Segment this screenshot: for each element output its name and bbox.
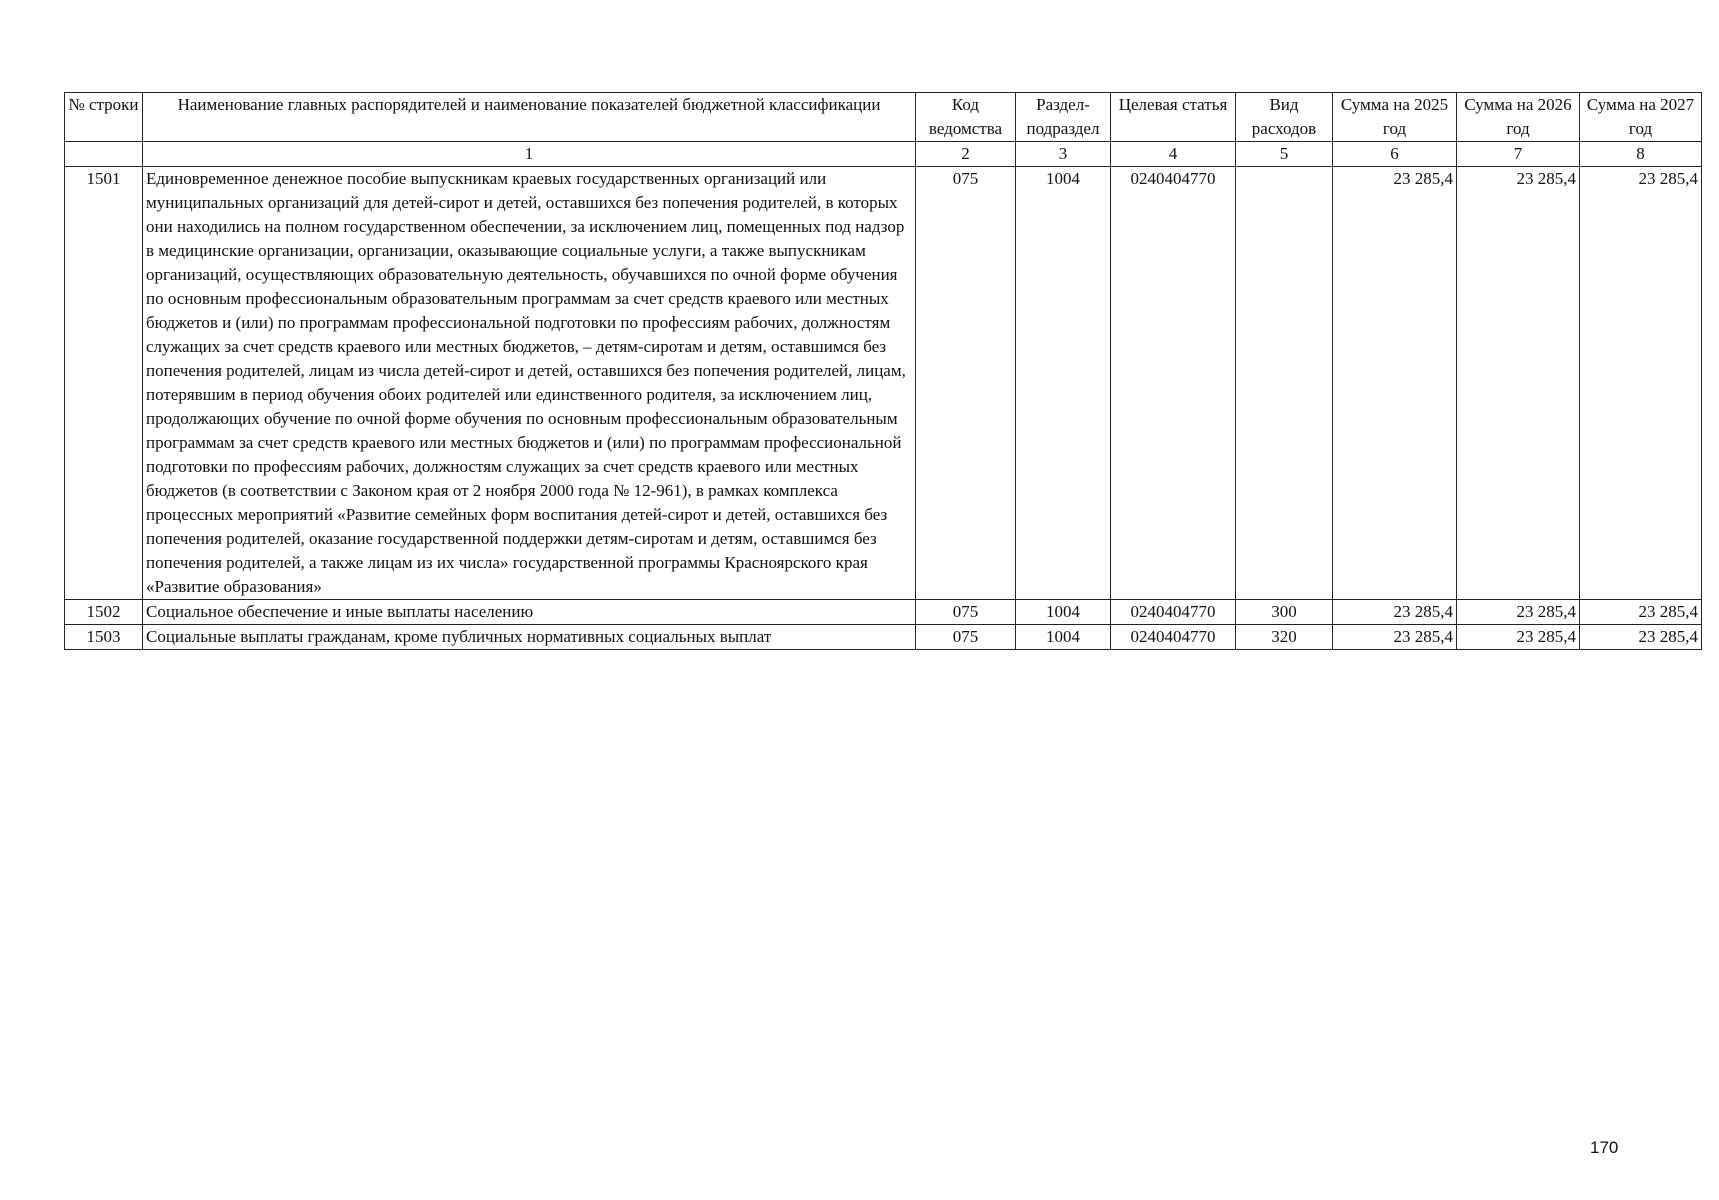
row-target: 0240404770: [1111, 600, 1236, 625]
table-row: [65, 600, 1702, 625]
row-section: 1004: [1016, 625, 1111, 650]
row-sum-2025: 23 285,4: [1333, 167, 1457, 600]
row-number: 1502: [65, 600, 143, 625]
column-number: 3: [1016, 142, 1111, 167]
header-name: Наименование главных распорядителей и наименование показателей бюджетной классификации: [143, 93, 916, 142]
row-expense-type: [1236, 167, 1333, 600]
row-target: 0240404770: [1111, 167, 1236, 600]
row-sum-2027: 23 285,4: [1580, 625, 1702, 650]
row-name: Социальное обеспечение и иные выплаты населению: [143, 600, 916, 625]
header-section: Раздел-подраздел: [1016, 93, 1111, 142]
row-section: 1004: [1016, 167, 1111, 600]
row-sum-2027: 23 285,4: [1580, 600, 1702, 625]
row-dept-code: 075: [916, 625, 1016, 650]
column-number-row: [65, 142, 1702, 167]
column-number: 7: [1457, 142, 1580, 167]
column-number: 5: [1236, 142, 1333, 167]
row-number: 1501: [65, 167, 143, 600]
row-expense-type: 320: [1236, 625, 1333, 650]
table-row: [65, 625, 1702, 650]
row-sum-2026: 23 285,4: [1457, 600, 1580, 625]
column-number: 4: [1111, 142, 1236, 167]
row-sum-2025: 23 285,4: [1333, 600, 1457, 625]
row-name: Единовременное денежное пособие выпускникам краевых государственных организаций или муниципальных организаций для детей-сирот и детей, оставшихся без попечения родителей, в которых они находились на полном государственном обеспечении, за исключением лиц, помещенных под надзор в медицинские организации, организации, оказывающие социальные услуги, а также выпускникам организаций, осуществляющих образовательную деятельность, обучавшихся по очной форме обучения по основным профессиональным образовательным программам за счет средств краевого или местных бюджетов и (или) по программам профессиональной подготовки по профессиям рабочих, должностям служащих за счет средств краевого или местных бюджетов, – детям-сиротам и детям, оставшимся без попечения родителей, лицам из числа детей-сирот и детей, оставшихся без попечения родителей, лицам, потерявшим в период обучения обоих родителей или единственного родителя, за исключением лиц, продолжающих обучение по очной форме обучения по основным профессиональным образовательным программам за счет средств краевого или местных бюджетов и (или) по программам профессиональной подготовки по профессиям рабочих, должностям служащих за счет средств краевого или местных бюджетов (в соответствии с Законом края от 2 ноября 2000 года № 12-961), в рамках комплекса процессных мероприятий «Развитие семейных форм воспитания детей-сирот и детей, оставшихся без попечения родителей, оказание государственной поддержки детям-сиротам и детям, оставшимся без попечения родителей, а также лицам из их числа» государственной программы Красноярского края «Развитие образования»: [143, 167, 916, 600]
row-sum-2025: 23 285,4: [1333, 625, 1457, 650]
row-dept-code: 075: [916, 600, 1016, 625]
row-number: 1503: [65, 625, 143, 650]
header-dept-code: Код ведомства: [916, 93, 1016, 142]
row-sum-2026: 23 285,4: [1457, 167, 1580, 600]
column-number: 6: [1333, 142, 1457, 167]
row-expense-type: 300: [1236, 600, 1333, 625]
table-row: [65, 167, 1702, 600]
column-number: [65, 142, 143, 167]
row-sum-2027: 23 285,4: [1580, 167, 1702, 600]
row-sum-2026: 23 285,4: [1457, 625, 1580, 650]
page-number: 170: [1590, 1138, 1619, 1157]
header-sum-2027: Сумма на 2027 год: [1580, 93, 1702, 142]
row-target: 0240404770: [1111, 625, 1236, 650]
row-name: Социальные выплаты гражданам, кроме публичных нормативных социальных выплат: [143, 625, 916, 650]
row-section: 1004: [1016, 600, 1111, 625]
header-row: [65, 93, 1702, 142]
header-expense-type: Вид расходов: [1236, 93, 1333, 142]
header-sum-2026: Сумма на 2026 год: [1457, 93, 1580, 142]
header-row-no: № строки: [65, 93, 143, 142]
row-dept-code: 075: [916, 167, 1016, 600]
column-number: 2: [916, 142, 1016, 167]
budget-table: [64, 92, 1702, 650]
column-number: 1: [143, 142, 916, 167]
header-target: Целевая статья: [1111, 93, 1236, 142]
column-number: 8: [1580, 142, 1702, 167]
header-sum-2025: Сумма на 2025 год: [1333, 93, 1457, 142]
